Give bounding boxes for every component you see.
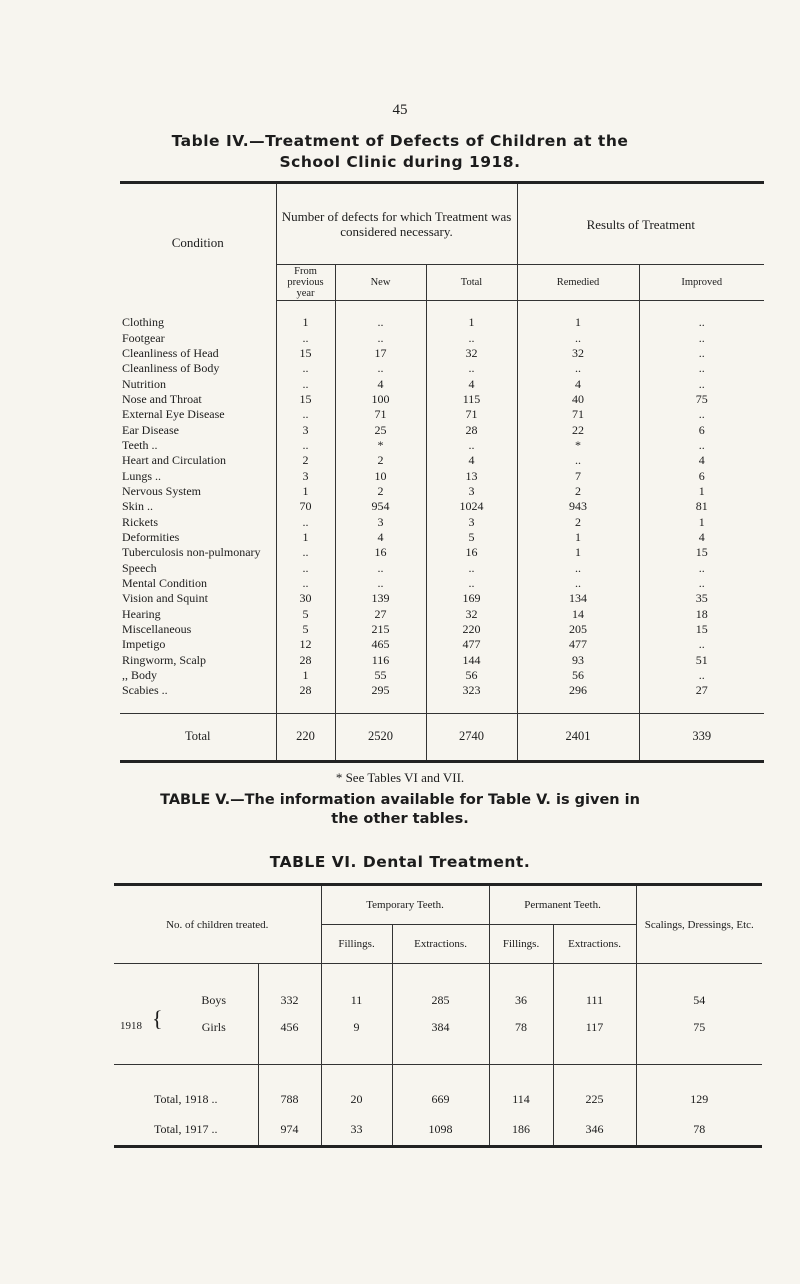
remedied-cell: 93 <box>517 653 639 668</box>
table-row <box>120 561 764 576</box>
new-cell: 465 <box>335 637 426 652</box>
condition-cell: Lungs .. <box>122 468 161 483</box>
new-cell: 71 <box>335 407 426 422</box>
improved-cell: .. <box>639 668 764 683</box>
prev-cell: 3 <box>276 422 335 437</box>
table-row <box>120 361 764 376</box>
condition-cell: Skin .. <box>122 499 154 514</box>
remedied-cell: 1 <box>517 530 639 545</box>
table-row <box>120 407 764 422</box>
condition-cell: Speech <box>122 560 157 575</box>
total-1917-perm-fillings: 186 <box>489 1113 553 1145</box>
table-row <box>120 668 764 683</box>
condition-cell: Heart and Circulation <box>122 453 226 468</box>
girls-perm-extractions: 117 <box>553 1014 636 1065</box>
improved-cell: 81 <box>639 499 764 514</box>
total-cell: 323 <box>426 683 517 698</box>
spacer-cell <box>426 699 517 714</box>
prev-cell: .. <box>276 545 335 560</box>
table-row <box>120 530 764 545</box>
page-number: 45 <box>392 102 408 118</box>
condition-cell: Deformities <box>122 529 180 544</box>
new-cell: 27 <box>335 607 426 622</box>
row-label-girls: Girls <box>201 1020 226 1034</box>
boys-children: 332 <box>258 964 321 1015</box>
table-4-total-row <box>120 713 764 760</box>
condition-cell: External Eye Disease <box>122 407 225 422</box>
condition-cell: Mental Condition <box>122 576 207 591</box>
total-total: 2740 <box>426 713 517 760</box>
remedied-cell: 134 <box>517 591 639 606</box>
table-row <box>120 637 764 652</box>
condition-cell: Hearing <box>122 606 161 621</box>
total-cell: .. <box>426 361 517 376</box>
boys-perm-extractions: 111 <box>553 964 636 1015</box>
prev-cell: 15 <box>276 392 335 407</box>
improved-cell: 35 <box>639 591 764 606</box>
header-results-group: Results of Treatment <box>517 184 764 265</box>
total-improved: 339 <box>639 713 764 760</box>
new-cell: 116 <box>335 653 426 668</box>
new-cell: 295 <box>335 683 426 698</box>
condition-cell: ,, Body <box>122 668 158 683</box>
improved-cell: 1 <box>639 484 764 499</box>
remedied-cell: .. <box>517 576 639 591</box>
improved-cell: 4 <box>639 453 764 468</box>
prev-cell: .. <box>276 561 335 576</box>
total-1918-temp-fillings: 20 <box>321 1065 392 1114</box>
header-scalings: Scalings, Dressings, Etc. <box>636 886 762 964</box>
condition-cell: Teeth .. <box>122 437 158 452</box>
total-cell: 13 <box>426 468 517 483</box>
new-cell: * <box>335 438 426 453</box>
girls-scalings: 75 <box>636 1014 762 1065</box>
total-cell: 5 <box>426 530 517 545</box>
prev-cell: 1 <box>276 315 335 330</box>
total-cell: 1024 <box>426 499 517 514</box>
table-6-row-boys <box>114 964 762 1015</box>
header-perm-extractions: Extractions. <box>553 925 636 964</box>
prev-cell: .. <box>276 376 335 391</box>
improved-cell: .. <box>639 315 764 330</box>
table-row <box>120 622 764 637</box>
improved-cell: .. <box>639 576 764 591</box>
prev-cell: .. <box>276 361 335 376</box>
remedied-cell: 4 <box>517 376 639 391</box>
improved-cell: 27 <box>639 683 764 698</box>
condition-cell: Rickets <box>122 514 158 529</box>
remedied-cell: .. <box>517 330 639 345</box>
total-1918-children: 788 <box>258 1065 321 1114</box>
total-1917-temp-fillings: 33 <box>321 1113 392 1145</box>
total-cell: 3 <box>426 514 517 529</box>
new-cell: 17 <box>335 346 426 361</box>
remedied-cell: .. <box>517 561 639 576</box>
improved-cell: .. <box>639 561 764 576</box>
table-5-note-line-1: TABLE V.—The information available for Table V. is given in <box>160 792 640 808</box>
improved-cell: .. <box>639 407 764 422</box>
boys-perm-fillings: 36 <box>489 964 553 1015</box>
prev-cell: 3 <box>276 468 335 483</box>
new-cell: 25 <box>335 422 426 437</box>
condition-cell: Vision and Squint <box>122 591 208 606</box>
new-cell: .. <box>335 576 426 591</box>
boys-temp-extractions: 285 <box>392 964 489 1015</box>
table-row <box>120 453 764 468</box>
total-cell: 1 <box>426 315 517 330</box>
header-remedied: Remedied <box>517 265 639 301</box>
total-cell: 32 <box>426 607 517 622</box>
table-row <box>120 514 764 529</box>
total-1917-temp-extractions: 1098 <box>392 1113 489 1145</box>
remedied-cell: 2 <box>517 514 639 529</box>
new-cell: 10 <box>335 468 426 483</box>
total-cell: 144 <box>426 653 517 668</box>
condition-cell: Miscellaneous <box>122 622 192 637</box>
table-spacer <box>120 699 764 714</box>
new-cell: 55 <box>335 668 426 683</box>
new-cell: .. <box>335 330 426 345</box>
prev-cell: 12 <box>276 637 335 652</box>
brace-icon: { <box>152 1006 163 1031</box>
total-cell: 56 <box>426 668 517 683</box>
improved-cell: .. <box>639 637 764 652</box>
total-1918-perm-fillings: 114 <box>489 1065 553 1114</box>
prev-cell: 30 <box>276 591 335 606</box>
girls-children: 456 <box>258 1014 321 1065</box>
improved-cell: .. <box>639 361 764 376</box>
new-cell: .. <box>335 315 426 330</box>
table-row <box>120 499 764 514</box>
remedied-cell: 7 <box>517 468 639 483</box>
girls-perm-fillings: 78 <box>489 1014 553 1065</box>
total-cell: 220 <box>426 622 517 637</box>
condition-cell: Cleanliness of Body <box>122 361 220 376</box>
improved-cell: 15 <box>639 545 764 560</box>
remedied-cell: 296 <box>517 683 639 698</box>
remedied-cell: 40 <box>517 392 639 407</box>
table-6-row-total-1918 <box>114 1065 762 1114</box>
new-cell: 16 <box>335 545 426 560</box>
header-from-previous-year: From previous year <box>276 265 335 301</box>
table-row <box>120 346 764 361</box>
improved-cell: 4 <box>639 530 764 545</box>
prev-cell: .. <box>276 514 335 529</box>
new-cell: .. <box>335 561 426 576</box>
condition-cell: Nose and Throat <box>122 391 202 406</box>
total-1918-label: Total, 1918 .. <box>114 1065 258 1114</box>
total-remedied: 2401 <box>517 713 639 760</box>
total-1918-perm-extractions: 225 <box>553 1065 636 1114</box>
table-row <box>120 422 764 437</box>
row-label-boys: Boys <box>201 993 227 1007</box>
total-1918-temp-extractions: 669 <box>392 1065 489 1114</box>
table-4-subtitle: School Clinic during 1918. <box>279 153 521 171</box>
total-cell: 4 <box>426 376 517 391</box>
new-cell: 215 <box>335 622 426 637</box>
new-cell: 2 <box>335 453 426 468</box>
table-row <box>120 607 764 622</box>
prev-cell: 1 <box>276 668 335 683</box>
total-cell: 16 <box>426 545 517 560</box>
condition-cell: Ear Disease <box>122 422 179 437</box>
new-cell: 4 <box>335 530 426 545</box>
total-cell: 71 <box>426 407 517 422</box>
condition-cell: Footgear <box>122 330 165 345</box>
condition-cell: Ringworm, Scalp <box>122 652 206 667</box>
improved-cell: 6 <box>639 468 764 483</box>
total-cell: .. <box>426 330 517 345</box>
table-4-title: Table IV.—Treatment of Defects of Children at the <box>171 132 629 150</box>
new-cell: 2 <box>335 484 426 499</box>
condition-cell: Tuberculosis non-pulmonary <box>122 545 261 560</box>
spacer-cell <box>517 699 639 714</box>
table-6-row-girls <box>114 1014 762 1065</box>
prev-cell: 28 <box>276 653 335 668</box>
spacer-cell <box>335 699 426 714</box>
prev-cell: 1 <box>276 484 335 499</box>
remedied-cell: 943 <box>517 499 639 514</box>
boys-temp-fillings: 11 <box>321 964 392 1015</box>
improved-cell: 51 <box>639 653 764 668</box>
prev-cell: 5 <box>276 622 335 637</box>
new-cell: 139 <box>335 591 426 606</box>
improved-cell: 6 <box>639 422 764 437</box>
girls-temp-extractions: 384 <box>392 1014 489 1065</box>
remedied-cell: 477 <box>517 637 639 652</box>
header-temp-fillings: Fillings. <box>321 925 392 964</box>
table-6-row-total-1917 <box>114 1113 762 1145</box>
total-cell: .. <box>426 561 517 576</box>
prev-cell: 70 <box>276 499 335 514</box>
total-cell: 3 <box>426 484 517 499</box>
remedied-cell: 1 <box>517 545 639 560</box>
total-prev: 220 <box>276 713 335 760</box>
new-cell: .. <box>335 361 426 376</box>
prev-cell: .. <box>276 576 335 591</box>
condition-cell: Clothing <box>122 315 165 330</box>
header-condition: Condition <box>171 234 224 250</box>
table-row <box>120 484 764 499</box>
total-1917-label: Total, 1917 .. <box>154 1121 218 1136</box>
remedied-cell: 32 <box>517 346 639 361</box>
prev-cell: .. <box>276 438 335 453</box>
table-5-note-line-2: the other tables. <box>331 811 469 827</box>
header-temporary-teeth: Temporary Teeth. <box>321 886 489 925</box>
total-cell: 28 <box>426 422 517 437</box>
remedied-cell: .. <box>517 453 639 468</box>
table-4-footnote: * See Tables VI and VII. <box>335 770 465 785</box>
remedied-cell: 22 <box>517 422 639 437</box>
header-permanent-teeth: Permanent Teeth. <box>489 886 636 925</box>
total-1917-children: 974 <box>258 1113 321 1145</box>
boys-scalings: 54 <box>636 964 762 1015</box>
prev-cell: 1 <box>276 530 335 545</box>
header-defects-group: Number of defects for which Treatment was considered necessary. <box>276 184 517 265</box>
header-perm-fillings: Fillings. <box>489 925 553 964</box>
table-row <box>120 683 764 698</box>
header-new: New <box>335 265 426 301</box>
improved-cell: 18 <box>639 607 764 622</box>
remedied-cell: .. <box>517 361 639 376</box>
spacer-cell <box>120 699 276 714</box>
table-row <box>120 330 764 345</box>
improved-cell: .. <box>639 376 764 391</box>
total-cell: 4 <box>426 453 517 468</box>
total-cell: 32 <box>426 346 517 361</box>
table-4 <box>120 181 764 763</box>
condition-cell: Cleanliness of Head <box>122 345 219 360</box>
table-row <box>120 376 764 391</box>
total-cell: 169 <box>426 591 517 606</box>
year-label: 1918 <box>120 1020 142 1032</box>
new-cell: 4 <box>335 376 426 391</box>
condition-cell: Nervous System <box>122 483 201 498</box>
improved-cell: 15 <box>639 622 764 637</box>
prev-cell: .. <box>276 330 335 345</box>
improved-cell: .. <box>639 330 764 345</box>
remedied-cell: 1 <box>517 315 639 330</box>
improved-cell: .. <box>639 438 764 453</box>
table-6 <box>114 883 762 1148</box>
header-total: Total <box>426 265 517 301</box>
header-improved: Improved <box>639 265 764 301</box>
prev-cell: 15 <box>276 346 335 361</box>
condition-cell: Impetigo <box>122 637 166 652</box>
total-cell: .. <box>426 576 517 591</box>
header-children-treated: No. of children treated. <box>166 918 269 931</box>
total-cell: 477 <box>426 637 517 652</box>
total-1918-scalings: 129 <box>636 1065 762 1114</box>
spacer-cell <box>639 699 764 714</box>
table-row <box>120 438 764 453</box>
total-label: Total <box>120 713 276 760</box>
improved-cell: .. <box>639 346 764 361</box>
table-row <box>120 468 764 483</box>
table-row <box>120 315 764 330</box>
improved-cell: 75 <box>639 392 764 407</box>
total-cell: 115 <box>426 392 517 407</box>
header-temp-extractions: Extractions. <box>392 925 489 964</box>
remedied-cell: 71 <box>517 407 639 422</box>
improved-cell: 1 <box>639 514 764 529</box>
table-row <box>120 545 764 560</box>
new-cell: 954 <box>335 499 426 514</box>
condition-cell: Scabies .. <box>122 683 168 698</box>
remedied-cell: 56 <box>517 668 639 683</box>
remedied-cell: 14 <box>517 607 639 622</box>
remedied-cell: * <box>517 438 639 453</box>
prev-cell: .. <box>276 407 335 422</box>
total-1917-scalings: 78 <box>636 1113 762 1145</box>
table-row <box>120 392 764 407</box>
table-row <box>120 653 764 668</box>
table-6-title: TABLE VI. Dental Treatment. <box>269 853 531 871</box>
prev-cell: 2 <box>276 453 335 468</box>
remedied-cell: 2 <box>517 484 639 499</box>
total-cell: .. <box>426 438 517 453</box>
table-row <box>120 591 764 606</box>
prev-cell: 28 <box>276 683 335 698</box>
new-cell: 100 <box>335 392 426 407</box>
prev-cell: 5 <box>276 607 335 622</box>
condition-cell: Nutrition <box>122 376 166 391</box>
total-new: 2520 <box>335 713 426 760</box>
girls-temp-fillings: 9 <box>321 1014 392 1065</box>
spacer-cell <box>276 699 335 714</box>
remedied-cell: 205 <box>517 622 639 637</box>
new-cell: 3 <box>335 514 426 529</box>
total-1917-perm-extractions: 346 <box>553 1113 636 1145</box>
table-row <box>120 576 764 591</box>
